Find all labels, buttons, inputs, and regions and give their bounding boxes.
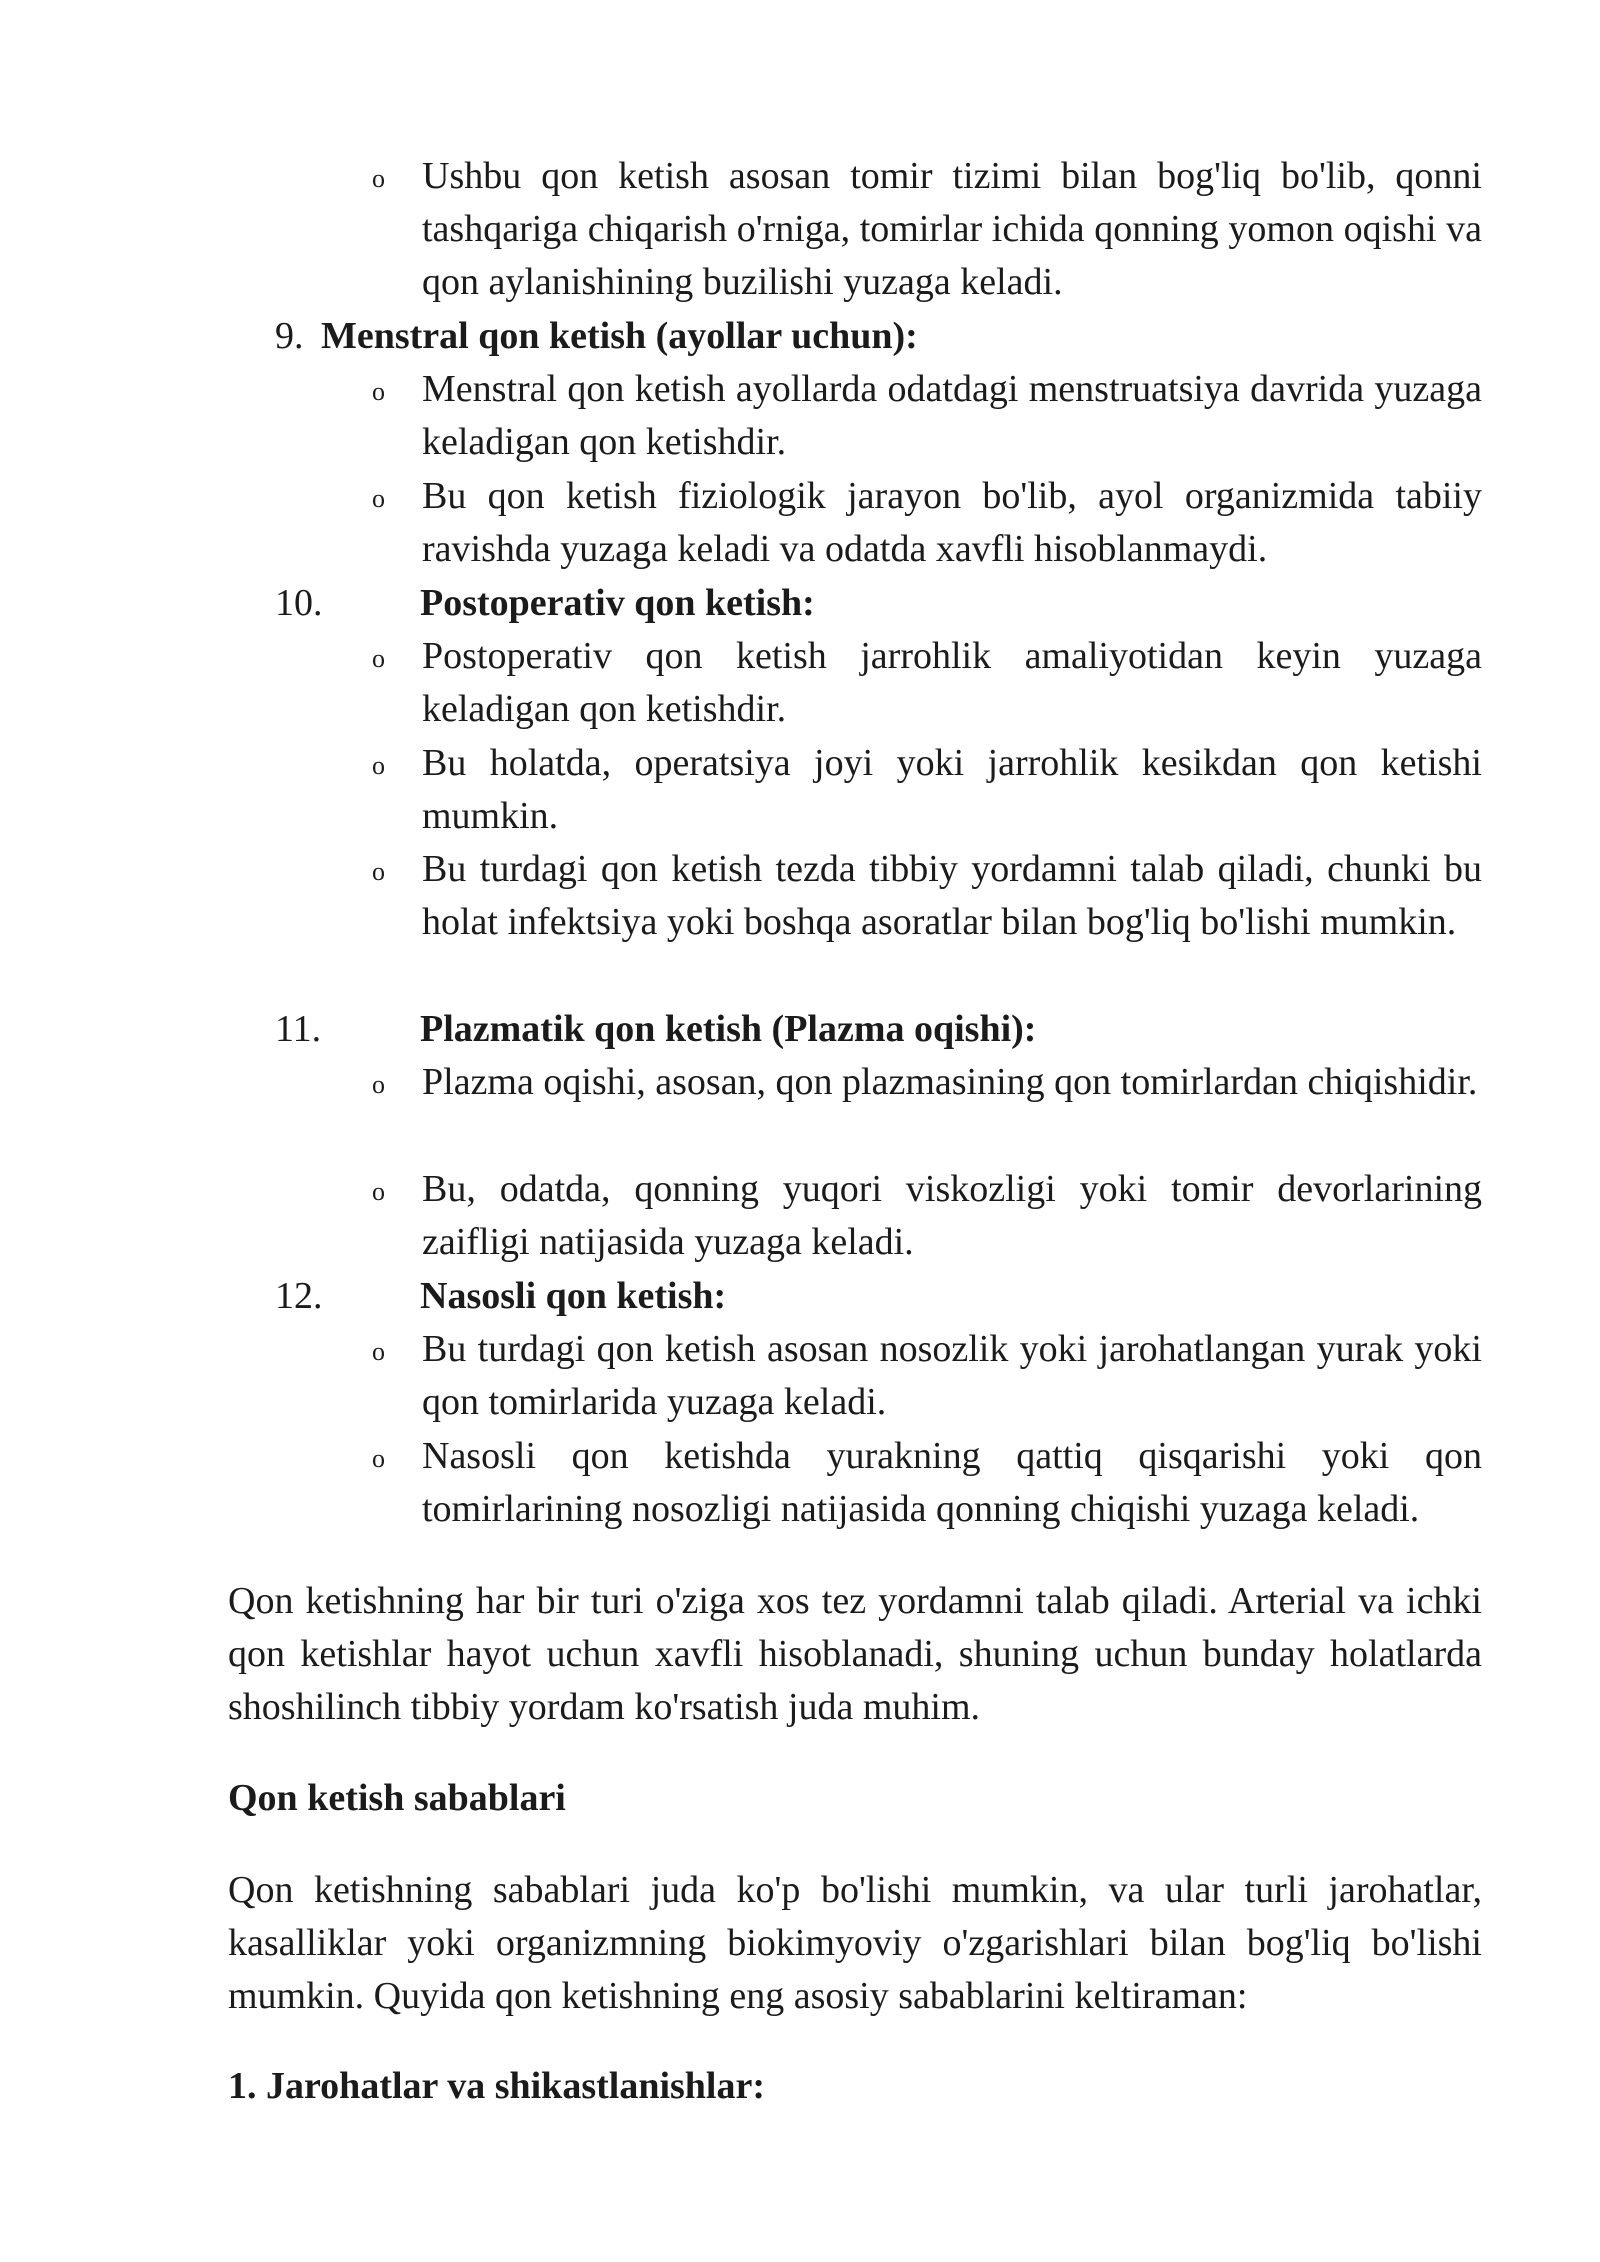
list-bullet bbox=[372, 630, 1482, 736]
bullet-marker: o bbox=[372, 857, 385, 886]
list-item-10 bbox=[275, 577, 815, 630]
bullet-text: Menstral qon ketish ayollarda odatdagi menstruatsiya davrida yuzaga keladigan qon ketishdir. bbox=[422, 368, 1482, 463]
item-title: Nasosli qon ketish: bbox=[420, 1275, 727, 1317]
item-title: Postoperativ qon ketish: bbox=[420, 582, 815, 624]
list-bullet bbox=[372, 843, 1482, 949]
bullet-marker: o bbox=[372, 1337, 385, 1366]
bullet-text: Bu qon ketish fiziologik jarayon bo'lib, ayol organizmida tabiiy ravishda yuzaga keladi va odatda xavfli hisoblanmaydi. bbox=[422, 475, 1482, 570]
section-heading: Qon ketish sabablari bbox=[228, 1777, 566, 1819]
list-item-9 bbox=[275, 310, 918, 363]
list-item-11 bbox=[275, 1003, 1036, 1056]
list-bullet bbox=[372, 1323, 1482, 1429]
bullet-marker: o bbox=[372, 1444, 385, 1473]
list-bullet bbox=[372, 150, 1482, 309]
bullet-text: Bu holatda, operatsiya joyi yoki jarrohlik kesikdan qon ketishi mumkin. bbox=[422, 742, 1482, 837]
bullet-text: Bu turdagi qon ketish tezda tibbiy yordamni talab qiladi, chunki bu holat infektsiya yoki boshqa asoratlar bilan bog'liq bo'lishi mumkin. bbox=[422, 848, 1482, 943]
bullet-text: Bu, odatda, qonning yuqori viskozligi yoki tomir devorlarining zaifligi natijasida yuzaga keladi. bbox=[422, 1168, 1482, 1263]
item-title: Plazmatik qon ketish (Plazma oqishi): bbox=[420, 1008, 1037, 1050]
list-bullet bbox=[372, 470, 1482, 576]
bullet-marker: o bbox=[372, 377, 385, 406]
bullet-marker: o bbox=[372, 644, 385, 673]
summary-paragraph: Qon ketishning har bir turi o'ziga xos tez yordamni talab qiladi. Arterial va ichki qon ketishlar hayot uchun xavfli hisoblanadi, shuning uchun bunday holatlarda shoshilinch tibbiy yordam ko'rsatish juda muhim. bbox=[228, 1580, 1482, 1728]
item-number: 11. bbox=[275, 1008, 322, 1050]
item-title: Menstral qon ketish (ayollar uchun): bbox=[321, 315, 918, 357]
bullet-text: Ushbu qon ketish asosan tomir tizimi bilan bog'liq bo'lib, qonni tashqariga chiqarish o'rniga, tomirlar ichida qonning yomon oqishi va qon aylanishining buzilishi yuzaga keladi. bbox=[422, 155, 1482, 303]
bullet-marker: o bbox=[372, 164, 385, 193]
bullet-marker: o bbox=[372, 484, 385, 513]
bullet-text: Plazma oqishi, asosan, qon plazmasining qon tomirlardan chiqishidir. bbox=[422, 1061, 1478, 1103]
item-number: 10. bbox=[275, 582, 323, 624]
intro-paragraph: Qon ketishning sabablari juda ko'p bo'lishi mumkin, va ular turli jarohatlar, kasalliklar yoki organizmning biokimyoviy o'zgarishlari bilan bog'liq bo'lishi mumkin. Quyida qon ketishning eng asosiy sabablarini keltiraman: bbox=[228, 1869, 1482, 2017]
item-number: 9. bbox=[275, 315, 304, 357]
list-bullet bbox=[372, 1430, 1482, 1536]
bullet-marker: o bbox=[372, 751, 385, 780]
list-bullet bbox=[372, 737, 1482, 843]
list-bullet bbox=[372, 363, 1482, 469]
subheading: 1. Jarohatlar va shikastlanishlar: bbox=[228, 2065, 766, 2107]
bullet-marker: o bbox=[372, 1070, 385, 1099]
list-item-12 bbox=[275, 1270, 726, 1323]
bullet-text: Bu turdagi qon ketish asosan nosozlik yoki jarohatlangan yurak yoki qon tomirlarida yuzaga keladi. bbox=[422, 1328, 1482, 1423]
list-bullet bbox=[372, 1163, 1482, 1269]
item-number: 12. bbox=[275, 1275, 323, 1317]
list-bullet bbox=[372, 1056, 1482, 1109]
bullet-text: Postoperativ qon ketish jarrohlik amaliyotidan keyin yuzaga keladigan qon ketishdir. bbox=[422, 635, 1482, 730]
bullet-text: Nasosli qon ketishda yurakning qattiq qisqarishi yoki qon tomirlarining nosozligi natijasida qonning chiqishi yuzaga keladi. bbox=[422, 1435, 1482, 1530]
bullet-marker: o bbox=[372, 1177, 385, 1206]
